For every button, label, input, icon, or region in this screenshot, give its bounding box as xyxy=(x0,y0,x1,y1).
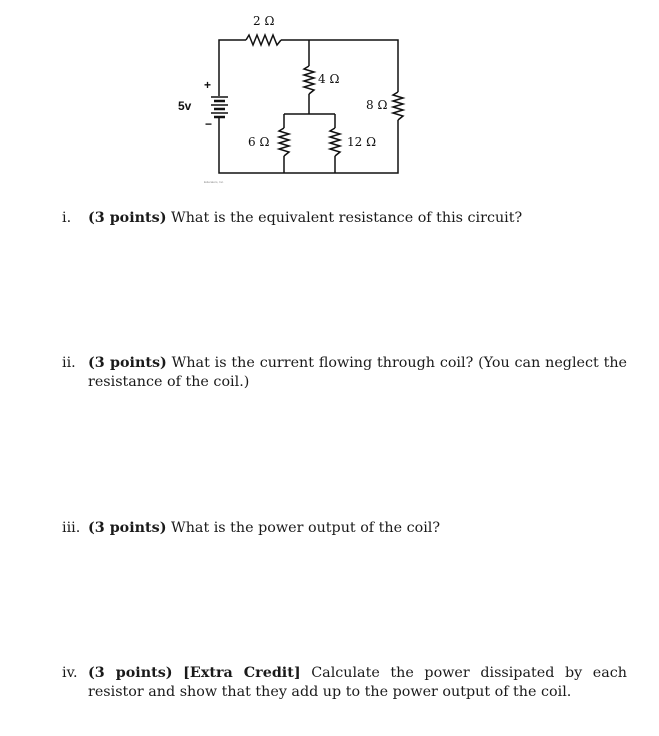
circuit-diagram xyxy=(0,0,659,200)
label-6ohm: 6 Ω xyxy=(248,135,270,149)
resistor-6ohm xyxy=(279,128,289,156)
label-8ohm: 8 Ω xyxy=(366,98,388,112)
question-points: (3 points) xyxy=(88,665,173,681)
question-text: Calculate the power dissipated by each resistor and show that they add up to the power output of the coil. xyxy=(88,665,628,700)
label-2ohm: 2 Ω xyxy=(253,14,275,28)
resistor-4ohm xyxy=(304,66,314,94)
question-2 xyxy=(62,354,627,392)
watermark: Educators, Inc. xyxy=(204,180,225,184)
question-number: iii. xyxy=(62,520,81,536)
voltage-label: 5v xyxy=(178,99,192,113)
question-4 xyxy=(62,664,627,702)
question-text: What is the power output of the coil? xyxy=(171,520,441,536)
resistor-12ohm xyxy=(330,128,340,156)
question-text: What is the current flowing through coil? (You can neglect the resistance of the coil.) xyxy=(88,355,627,390)
extra-credit-label: [Extra Credit] xyxy=(183,665,301,681)
question-1 xyxy=(62,209,627,228)
resistor-8ohm xyxy=(393,92,403,120)
question-text: What is the equivalent resistance of this circuit? xyxy=(171,210,523,226)
question-number: ii. xyxy=(62,355,76,371)
wire-left-top xyxy=(219,40,246,96)
question-3 xyxy=(62,519,627,538)
question-points: (3 points) xyxy=(88,520,167,536)
label-4ohm: 4 Ω xyxy=(318,72,340,86)
question-number: i. xyxy=(62,210,72,226)
minus-sign: − xyxy=(205,117,213,131)
label-12ohm: 12 Ω xyxy=(347,135,377,149)
question-points: (3 points) xyxy=(88,210,167,226)
question-number: iv. xyxy=(62,665,78,681)
plus-sign: + xyxy=(204,78,212,92)
resistor-2ohm xyxy=(246,35,281,45)
question-points: (3 points) xyxy=(88,355,167,371)
battery-symbol xyxy=(211,97,228,120)
wire-top xyxy=(281,40,398,92)
